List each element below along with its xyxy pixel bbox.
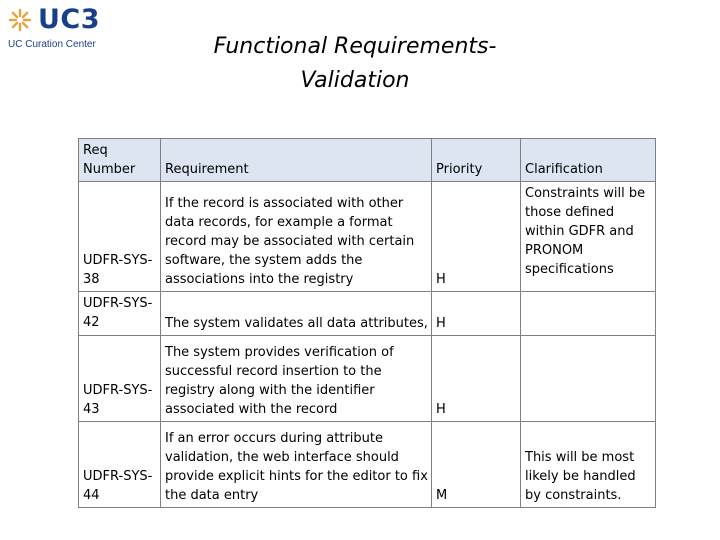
table-header-row [79,139,656,182]
priority-cell: H [432,292,521,336]
table-row [79,292,656,336]
requirement-cell: The system validates all data attributes, [161,292,432,336]
uc3-logo [8,6,128,50]
requirement-cell: The system provides verification of successful record insertion to the registry along with the identifier associated with the record [161,336,432,422]
header-clarification: Clarification [521,139,656,182]
table-row [79,182,656,292]
requirement-cell: If the record is associated with other data records, for example a format record may be associated with certain software, the system adds the associations into the registry [161,182,432,292]
slide-title-line2: Validation [300,68,410,93]
table-row [79,422,656,508]
priority-cell: H [432,336,521,422]
header-req-number: Req Number [79,139,161,182]
slide-title-line1: Functional Requirements- [213,34,497,59]
slide-title [160,30,550,98]
header-priority: Priority [432,139,521,182]
logo-subtitle: UC Curation Center [8,39,96,50]
requirement-cell: If an error occurs during attribute validation, the web interface should provide explicit hints for the editor to fix the data entry [161,422,432,508]
table-row [79,336,656,422]
requirements-table [78,138,656,508]
req-number-cell: UDFR-SYS-42 [79,292,161,336]
req-number-cell: UDFR-SYS-44 [79,422,161,508]
clarification-cell: This will be most likely be handled by constraints. [521,422,656,508]
sunburst-icon [8,8,32,32]
priority-cell: H [432,182,521,292]
clarification-cell [521,292,656,336]
clarification-cell [521,336,656,422]
req-number-cell: UDFR-SYS-43 [79,336,161,422]
logo-wordmark: UC3 [38,4,101,35]
priority-cell: M [432,422,521,508]
req-number-cell: UDFR-SYS-38 [79,182,161,292]
clarification-cell: Constraints will be those defined within GDFR and PRONOM specifications [521,182,656,292]
header-requirement: Requirement [161,139,432,182]
